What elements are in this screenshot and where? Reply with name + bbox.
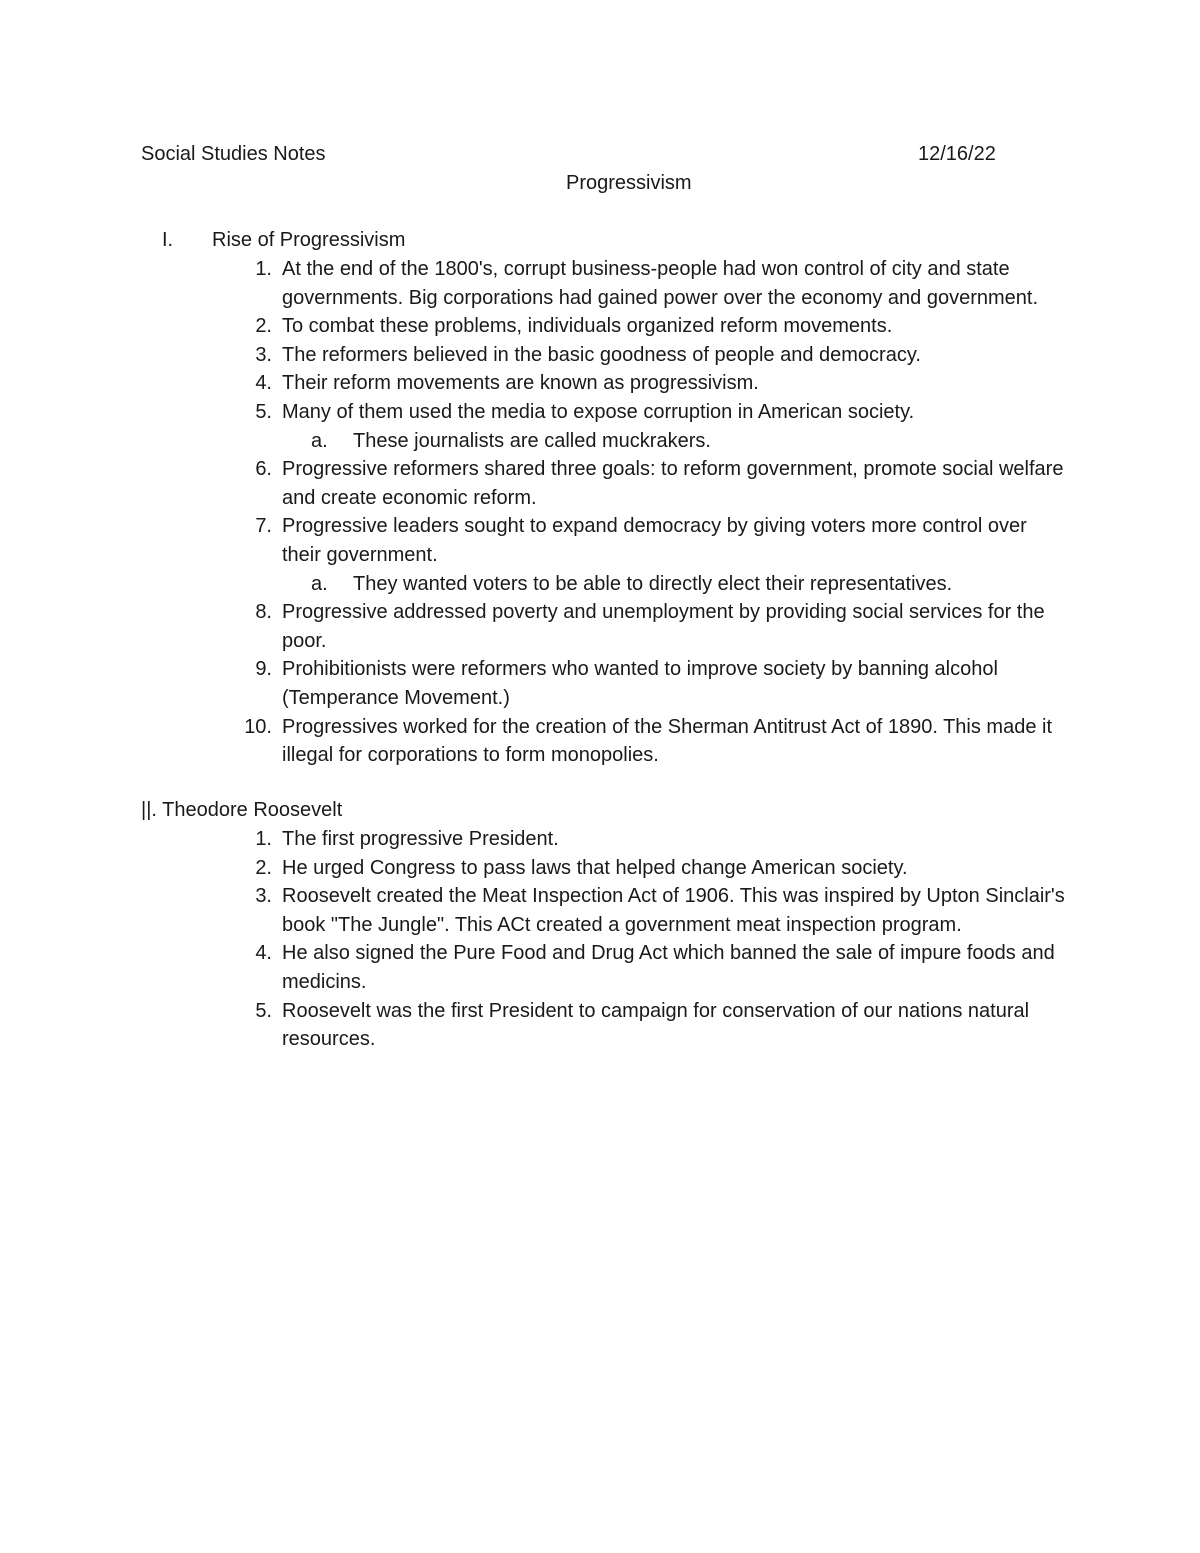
item-text: Roosevelt was the first President to campaign for conservation of our nations natural resources. (282, 999, 1030, 1051)
item-text: Their reform movements are known as progressivism. (282, 372, 759, 395)
item-text: Many of them used the media to expose corruption in American society. (282, 400, 915, 423)
list-item (240, 312, 1070, 341)
item-number: 10. (244, 715, 272, 738)
course-name: Social Studies Notes (141, 143, 326, 165)
list-item (240, 939, 1070, 996)
section-title: ||. Theodore Roosevelt (141, 799, 343, 821)
section-title: Rise of Progressivism (212, 229, 406, 251)
item-number: 4. (255, 942, 272, 965)
item-text: Roosevelt created the Meat Inspection Act of 1906. This was inspired by Upton Sinclair's book "The Jungle". This ACt created a government meat inspection program. (282, 885, 1065, 936)
item-text: Progressive leaders sought to expand democracy by giving voters more control over their government. (282, 515, 1027, 566)
item-text: Progressive addressed poverty and unemployment by providing social services for the poor. (282, 601, 1045, 652)
section-2-list (240, 825, 1070, 1054)
list-item (240, 825, 1070, 854)
item-number: 7. (255, 515, 272, 538)
sub-item-letter: a. (311, 572, 328, 595)
list-item (240, 255, 1070, 312)
item-text: He also signed the Pure Food and Drug Act which banned the sale of impure foods and medicins. (282, 942, 1055, 993)
list-item (240, 997, 1070, 1054)
item-number: 5. (255, 400, 272, 423)
item-number: 3. (255, 885, 272, 908)
item-text: At the end of the 1800's, corrupt business-people had won control of city and state governments. Big corporations had gained power over the economy and government. (282, 258, 1039, 309)
item-text: To combat these problems, individuals organized reform movements. (282, 315, 893, 338)
page-title: Progressivism (566, 172, 692, 194)
list-item (240, 341, 1070, 370)
item-number: 5. (255, 999, 272, 1022)
section-numeral: I. (162, 229, 174, 251)
item-number: 2. (255, 856, 272, 879)
item-number: 8. (255, 601, 272, 624)
section-1-list (240, 255, 1070, 770)
list-item (240, 655, 1070, 712)
item-text: He urged Congress to pass laws that helped change American society. (282, 856, 908, 879)
list-item (240, 455, 1070, 512)
item-text: The reformers believed in the basic goodness of people and democracy. (282, 343, 921, 366)
item-text: Prohibitionists were reformers who wanted to improve society by banning alcohol (Temperance Movement.) (282, 658, 998, 709)
list-item (240, 398, 1070, 427)
list-item (240, 369, 1070, 398)
sub-item-letter: a. (311, 429, 328, 452)
sub-item-text: These journalists are called muckrakers. (353, 429, 711, 452)
list-item (240, 882, 1070, 939)
item-text: Progressive reformers shared three goals: to reform government, promote social welfare and create economic reform. (282, 458, 1064, 509)
item-text: The first progressive President. (282, 828, 559, 850)
list-item (240, 512, 1070, 569)
list-item (240, 598, 1070, 655)
item-text: Progressives worked for the creation of the Sherman Antitrust Act of 1890. This made it illegal for corporations to form monopolies. (282, 715, 1053, 767)
sub-item-text: They wanted voters to be able to directly elect their representatives. (353, 572, 953, 595)
item-number: 9. (255, 658, 272, 681)
list-item (240, 854, 1070, 883)
sub-list-item (240, 570, 1070, 599)
sub-list-item (240, 427, 1070, 456)
notes-date: 12/16/22 (918, 143, 996, 165)
item-number: 1. (255, 258, 272, 280)
list-item (240, 713, 1070, 770)
item-number: 1. (255, 828, 272, 850)
item-number: 3. (255, 343, 272, 366)
item-number: 4. (255, 372, 272, 395)
item-number: 6. (255, 458, 272, 481)
item-number: 2. (255, 315, 272, 338)
